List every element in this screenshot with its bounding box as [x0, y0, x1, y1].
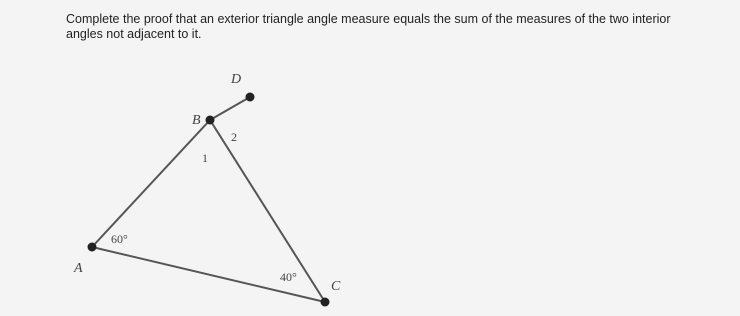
angle-a-label: 60° — [111, 232, 128, 246]
label-c: C — [331, 279, 341, 294]
angle-1-label: 1 — [202, 151, 208, 165]
point-d[interactable] — [246, 93, 255, 102]
segment-bc — [210, 120, 325, 302]
angle-c-label: 40° — [280, 270, 297, 284]
point-b[interactable] — [206, 116, 215, 125]
label-d: D — [231, 72, 242, 87]
ray-bd — [210, 97, 250, 120]
label-b: B — [192, 113, 201, 128]
point-a[interactable] — [88, 243, 97, 252]
segment-ab — [92, 120, 210, 247]
point-c[interactable] — [321, 298, 330, 307]
label-a: A — [74, 261, 83, 276]
proof-prompt: Complete the proof that an exterior triangle angle measure equals the sum of the measures of the two interior angles not adjacent to it. — [66, 12, 671, 41]
angle-2-label: 2 — [231, 130, 237, 144]
